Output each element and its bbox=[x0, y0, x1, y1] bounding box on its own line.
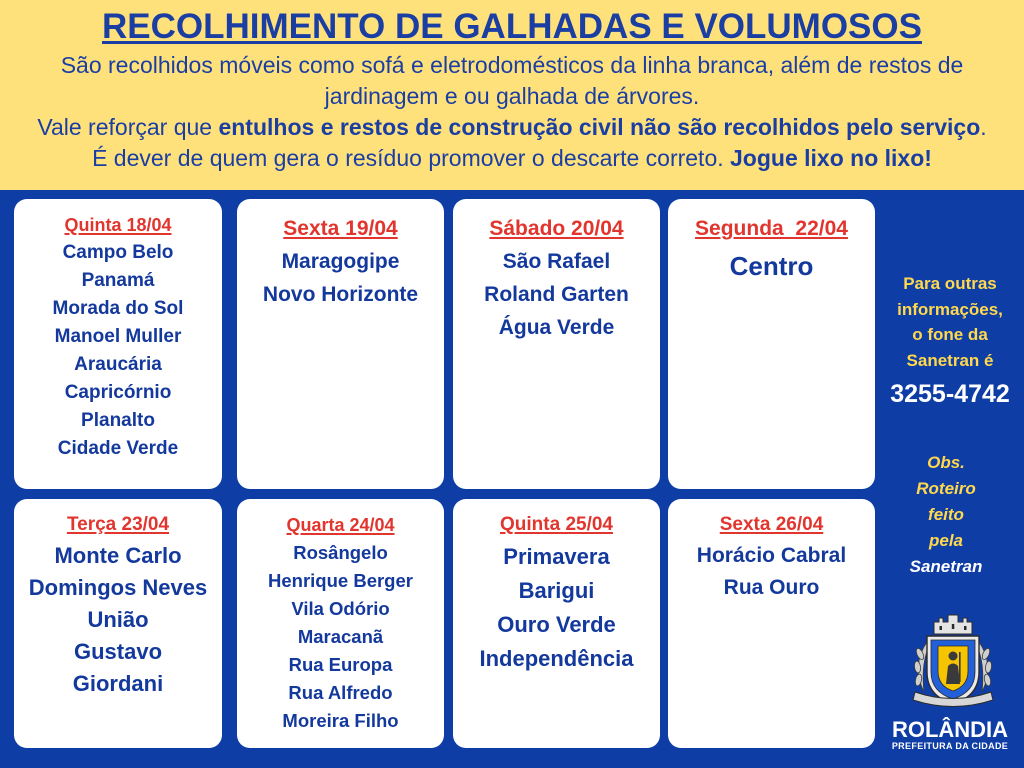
slogan: Jogue lixo no lixo! bbox=[730, 145, 932, 171]
neighborhood: Monte Carlo bbox=[54, 543, 182, 568]
warning-prefix: Vale reforçar que bbox=[37, 114, 219, 140]
neighborhood: Henrique Berger bbox=[268, 570, 413, 591]
collection-date: Terça 23/04 bbox=[66, 514, 170, 535]
schedule-card bbox=[14, 199, 222, 489]
neighborhood-list bbox=[14, 540, 222, 700]
collection-date: Quinta 18/04 bbox=[64, 215, 172, 235]
neighborhood: São Rafael bbox=[502, 250, 611, 273]
neighborhood: Gustavo bbox=[73, 639, 163, 664]
page-title: RECOLHIMENTO DE GALHADAS E VOLUMOSOS bbox=[102, 7, 922, 46]
warning-suffix: . bbox=[980, 114, 987, 140]
contact-line: Para outras bbox=[903, 274, 997, 293]
neighborhood: Cidade Verde bbox=[57, 438, 179, 459]
duty-line bbox=[0, 143, 1024, 174]
schedule-card bbox=[237, 499, 444, 748]
contact-line: o fone da bbox=[912, 325, 988, 344]
schedule-card bbox=[668, 499, 875, 748]
neighborhood: Vila Odório bbox=[291, 598, 390, 619]
neighborhood: Roland Garten bbox=[484, 283, 629, 306]
intro-line: São recolhidos móveis como sofá e eletrodomésticos da linha branca, além de restos de bbox=[60, 52, 964, 78]
header-banner bbox=[0, 0, 1024, 190]
collection-date: Sábado 20/04 bbox=[489, 217, 624, 240]
neighborhood: Capricórnio bbox=[64, 382, 172, 403]
note-line: Obs. bbox=[927, 453, 965, 472]
neighborhood-list bbox=[14, 239, 222, 463]
neighborhood: Rua Alfredo bbox=[288, 682, 393, 703]
schedule-card bbox=[14, 499, 222, 748]
neighborhood: Rosângelo bbox=[293, 542, 388, 563]
intro-line: jardinagem e ou galhada de árvores. bbox=[324, 83, 700, 109]
contact-line: Sanetran é bbox=[906, 350, 994, 370]
collection-date: Quarta 24/04 bbox=[286, 515, 395, 535]
coat-of-arms-icon bbox=[910, 612, 996, 710]
intro-text bbox=[0, 50, 1024, 174]
note-line: pela bbox=[928, 531, 964, 550]
neighborhood: Centro bbox=[729, 251, 814, 281]
phone-number: 3255-4742 bbox=[890, 380, 1010, 408]
neighborhood: Moreira Filho bbox=[282, 710, 399, 731]
duty-text: É dever de quem gera o resíduo promover o descarte correto. bbox=[92, 145, 731, 171]
neighborhood: Manoel Muller bbox=[54, 326, 182, 347]
neighborhood-list bbox=[237, 539, 444, 735]
neighborhood-list bbox=[237, 245, 444, 311]
neighborhood: Barigui bbox=[518, 578, 595, 603]
neighborhood-list bbox=[668, 249, 875, 283]
note-line: Roteiro bbox=[916, 479, 976, 498]
route-note bbox=[876, 450, 1016, 580]
schedule-card bbox=[453, 499, 660, 748]
collection-date: Sexta 26/04 bbox=[719, 514, 824, 535]
neighborhood: Independência bbox=[479, 646, 634, 671]
neighborhood-list bbox=[453, 245, 660, 344]
neighborhood: Água Verde bbox=[498, 316, 615, 339]
neighborhood: Rua Ouro bbox=[723, 576, 820, 599]
neighborhood: Maracanã bbox=[297, 626, 384, 647]
schedule-card bbox=[453, 199, 660, 489]
neighborhood: Horácio Cabral bbox=[696, 544, 847, 567]
neighborhood-list bbox=[453, 540, 660, 676]
neighborhood-list bbox=[668, 540, 875, 604]
neighborhood: Araucária bbox=[74, 354, 162, 375]
contact-info bbox=[880, 271, 1020, 373]
city-hall-subtitle: PREFEITURA DA CIDADE bbox=[891, 741, 1009, 751]
neighborhood: Panamá bbox=[81, 270, 155, 291]
neighborhood: União bbox=[87, 607, 149, 632]
city-name: ROLÂNDIA bbox=[891, 717, 1009, 742]
collection-date: Sexta 19/04 bbox=[283, 217, 398, 240]
collection-date: Quinta 25/04 bbox=[500, 514, 613, 535]
neighborhood: Morada do Sol bbox=[52, 298, 184, 319]
neighborhood: Ouro Verde bbox=[497, 612, 616, 637]
note-organization: Sanetran bbox=[909, 557, 983, 576]
contact-line: informações, bbox=[897, 299, 1003, 319]
note-line: feito bbox=[928, 505, 964, 524]
collection-date: Segunda 22/04 bbox=[695, 217, 848, 240]
schedule-card bbox=[237, 199, 444, 489]
neighborhood: Novo Horizonte bbox=[262, 283, 419, 306]
neighborhood: Domingos Neves bbox=[28, 575, 208, 600]
neighborhood: Planalto bbox=[81, 410, 155, 431]
neighborhood: Campo Belo bbox=[62, 242, 174, 263]
schedule-card bbox=[668, 199, 875, 489]
neighborhood: Maragogipe bbox=[281, 250, 400, 273]
warning-emphasis: entulhos e restos de construção civil não são recolhidos pelo serviço bbox=[218, 114, 981, 140]
warning-line bbox=[0, 112, 1024, 143]
neighborhood: Rua Europa bbox=[288, 654, 393, 675]
neighborhood: Primavera bbox=[503, 544, 610, 569]
neighborhood: Giordani bbox=[72, 671, 164, 696]
